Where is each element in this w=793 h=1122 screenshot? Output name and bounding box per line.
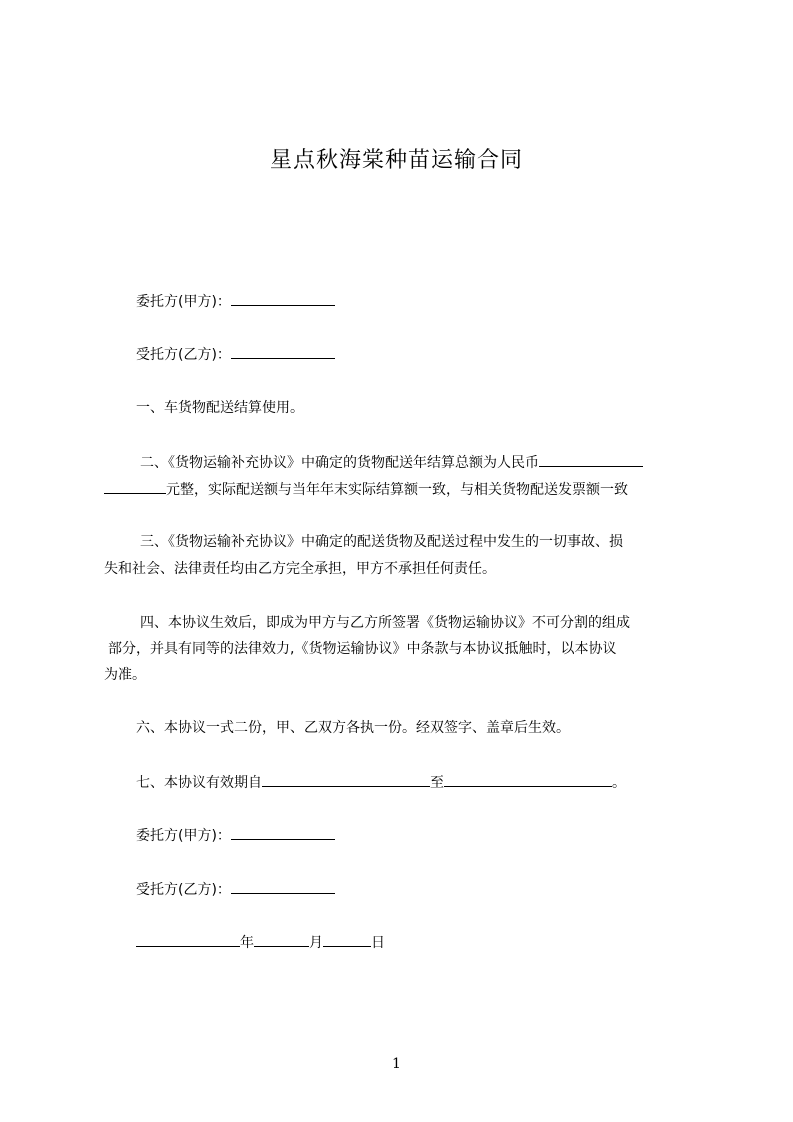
year-blank — [136, 932, 240, 947]
clause-3-line-2: 失和社会、法律责任均由乙方完全承担，甲方不承担任何责任。 — [104, 561, 496, 577]
party-a-blank-bottom — [231, 825, 335, 840]
party-b-line-top — [136, 344, 335, 365]
party-b-line-bottom — [136, 879, 335, 900]
clause-2-line-2 — [104, 479, 628, 500]
clause-7-suffix: 。 — [612, 775, 626, 791]
party-a-line-bottom — [136, 825, 335, 846]
party-a-blank — [231, 291, 335, 306]
year-label: 年 — [240, 935, 254, 951]
clause-2-text-1: 二、《货物运输补充协议》中确定的货物配送年结算总额为人民币 — [140, 455, 539, 471]
party-a-label: 委托方(甲方)： — [136, 294, 231, 310]
clause-4-line-3: 为准。 — [104, 667, 146, 683]
party-a-label-bottom: 委托方(甲方)： — [136, 828, 231, 844]
page-number: 1 — [392, 1056, 401, 1072]
party-b-blank-bottom — [231, 879, 335, 894]
end-date-blank — [444, 772, 612, 787]
clause-7 — [136, 772, 626, 793]
signature-date-line — [136, 932, 385, 953]
party-b-label: 受托方(乙方)： — [136, 347, 231, 363]
clause-6: 六、本协议一式二份，甲、乙双方各执一份。经双签字、盖章后生效。 — [136, 720, 570, 736]
party-b-label-bottom: 受托方(乙方)： — [136, 882, 231, 898]
clause-4-line-2: 部分，并具有同等的法律效力,《货物运输协议》中条款与本协议抵触时，以本协议 — [108, 641, 617, 657]
month-label: 月 — [309, 935, 323, 951]
party-a-line-top — [136, 291, 335, 312]
clause-3-line-1: 三、《货物运输补充协议》中确定的配送货物及配送过程中发生的一切事故、损 — [140, 534, 623, 550]
clause-1: 一、车货物配送结算使用。 — [136, 400, 304, 416]
clause-7-prefix: 七、本协议有效期自 — [136, 775, 262, 791]
clause-2-line-1 — [140, 452, 643, 473]
start-date-blank — [262, 772, 430, 787]
amount-blank-1 — [539, 452, 643, 467]
day-label: 日 — [371, 935, 385, 951]
document-title: 星点秋海棠种苗运输合同 — [269, 148, 523, 173]
clause-4-line-1: 四、本协议生效后，即成为甲方与乙方所签署《货物运输协议》不可分割的组成 — [140, 615, 630, 631]
day-blank — [323, 932, 371, 947]
clause-7-middle: 至 — [430, 775, 444, 791]
amount-blank-2 — [104, 479, 166, 494]
party-b-blank — [231, 344, 335, 359]
clause-2-text-2: 元整，实际配送额与当年年末实际结算额一致，与相关货物配送发票额一致 — [166, 482, 628, 498]
month-blank — [254, 932, 309, 947]
